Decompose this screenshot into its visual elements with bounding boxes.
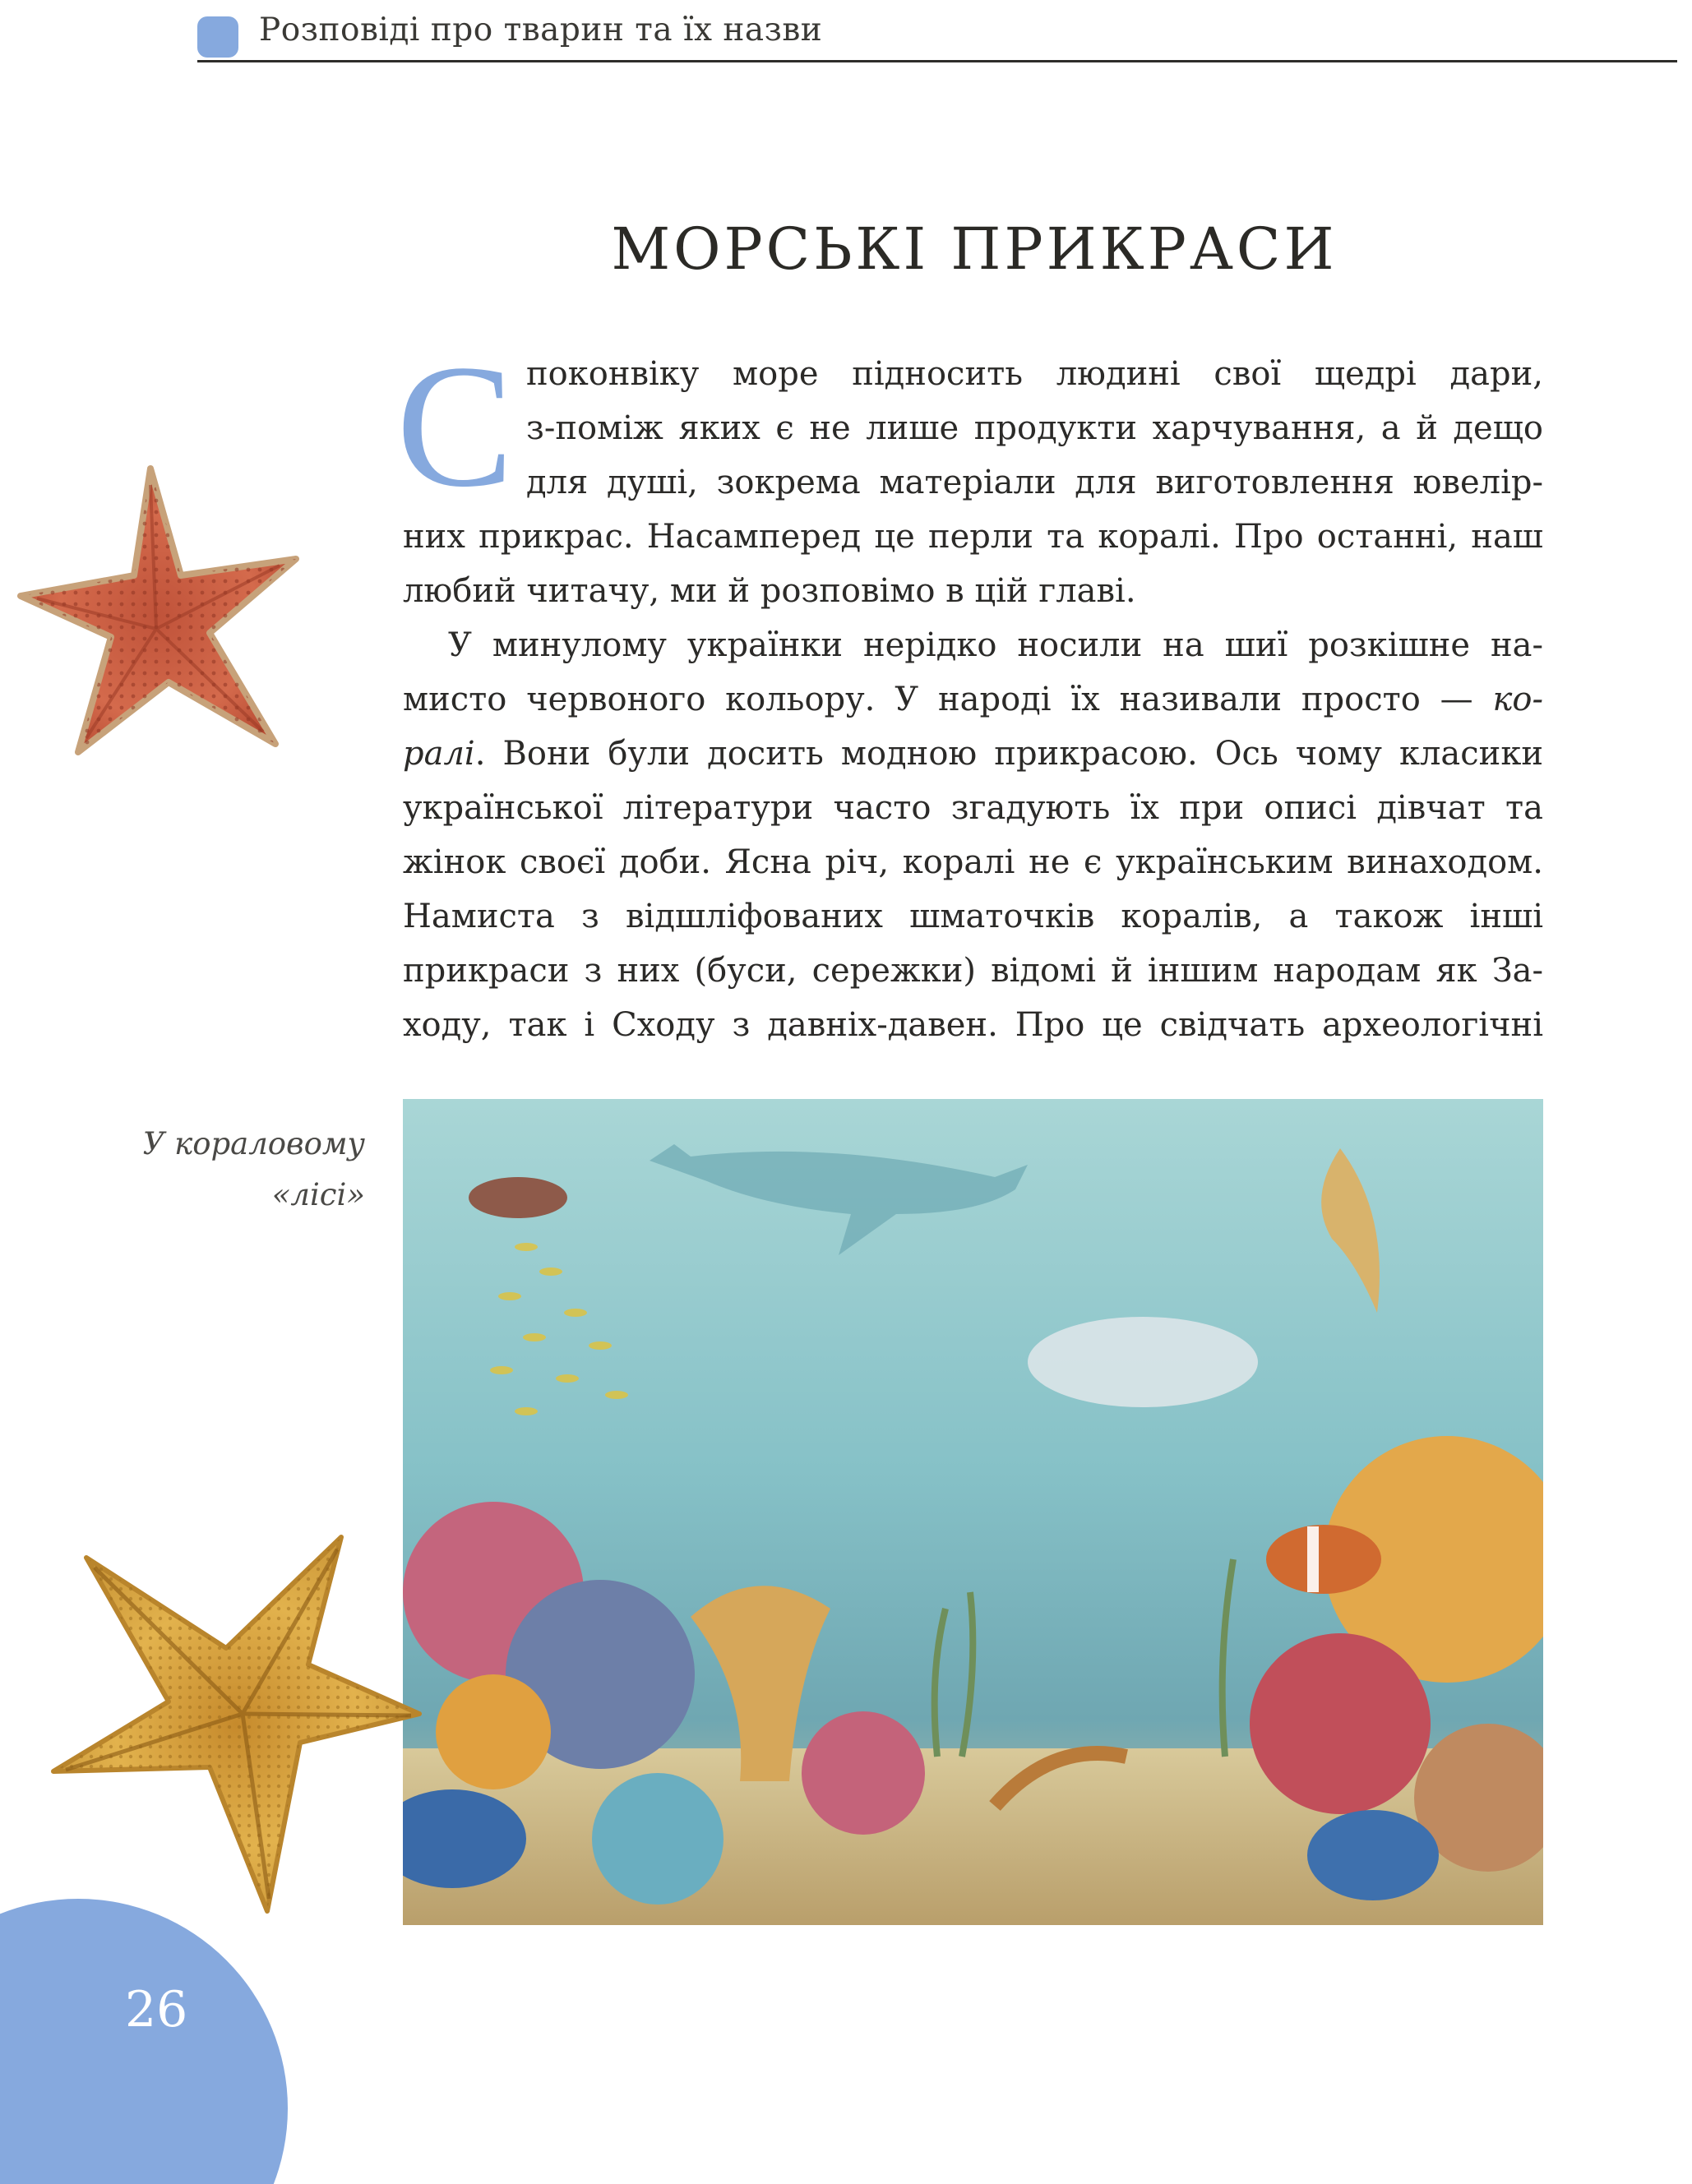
text-line: прикраси з них (буси, сережки) відомі й іншим народам як За- (403, 952, 1543, 990)
yellow-starfish-illustration (37, 1525, 432, 1919)
text-line: любий читачу, ми й розповімо в цій главі. (403, 572, 1136, 610)
text-line: У минулому українки нерідко носили на шиї розкішне на- (448, 626, 1543, 664)
text-line: жінок своєї доби. Ясна річ, коралі не є українським винаходом. (403, 843, 1543, 881)
text-line: української літератури часто згадують їх при описі дівчат та (403, 789, 1543, 827)
coral-reef-illustration (403, 1099, 1543, 1925)
page-number: 26 (125, 1981, 188, 2039)
text-segment: мисто червоного кольору. У народі їх називали просто — (403, 681, 1493, 718)
text-segment: . Вони були досить модною прикрасою. Ось чому класики (474, 735, 1543, 773)
text-line: Намиста з відшліфованих шматочків коралів, а також інші (403, 898, 1543, 935)
italic-term: ко- (1492, 681, 1543, 718)
red-starfish-illustration (12, 460, 308, 764)
article-title: МОРСЬКІ ПРИКРАСИ (611, 215, 1338, 283)
text-line: з-поміж яких є не лише продукти харчування, а й дещо (526, 409, 1543, 447)
text-line (403, 672, 1543, 727)
text-line: них прикрас. Насамперед це перли та коралі. Про останні, наш (403, 518, 1543, 556)
drop-cap: С (396, 329, 514, 524)
italic-term: ралі (403, 735, 475, 773)
text-line: поконвіку море підносить людині свої щедрі дари, (526, 355, 1543, 393)
caption-line-2: «лісі» (271, 1177, 365, 1212)
text-line: для душі, зокрема матеріали для виготовлення ювелір- (526, 464, 1543, 501)
text-line (403, 727, 1543, 781)
header-rule (197, 60, 1677, 62)
running-header: Розповіді про тварин та їх назви (259, 12, 823, 48)
text-line: ходу, так і Сходу з давніх-давен. Про це свідчать археологічні (403, 1006, 1543, 1044)
header-marker (197, 16, 238, 58)
page-number-badge (0, 1899, 288, 2184)
caption-line-1: У кораловому (142, 1126, 365, 1161)
